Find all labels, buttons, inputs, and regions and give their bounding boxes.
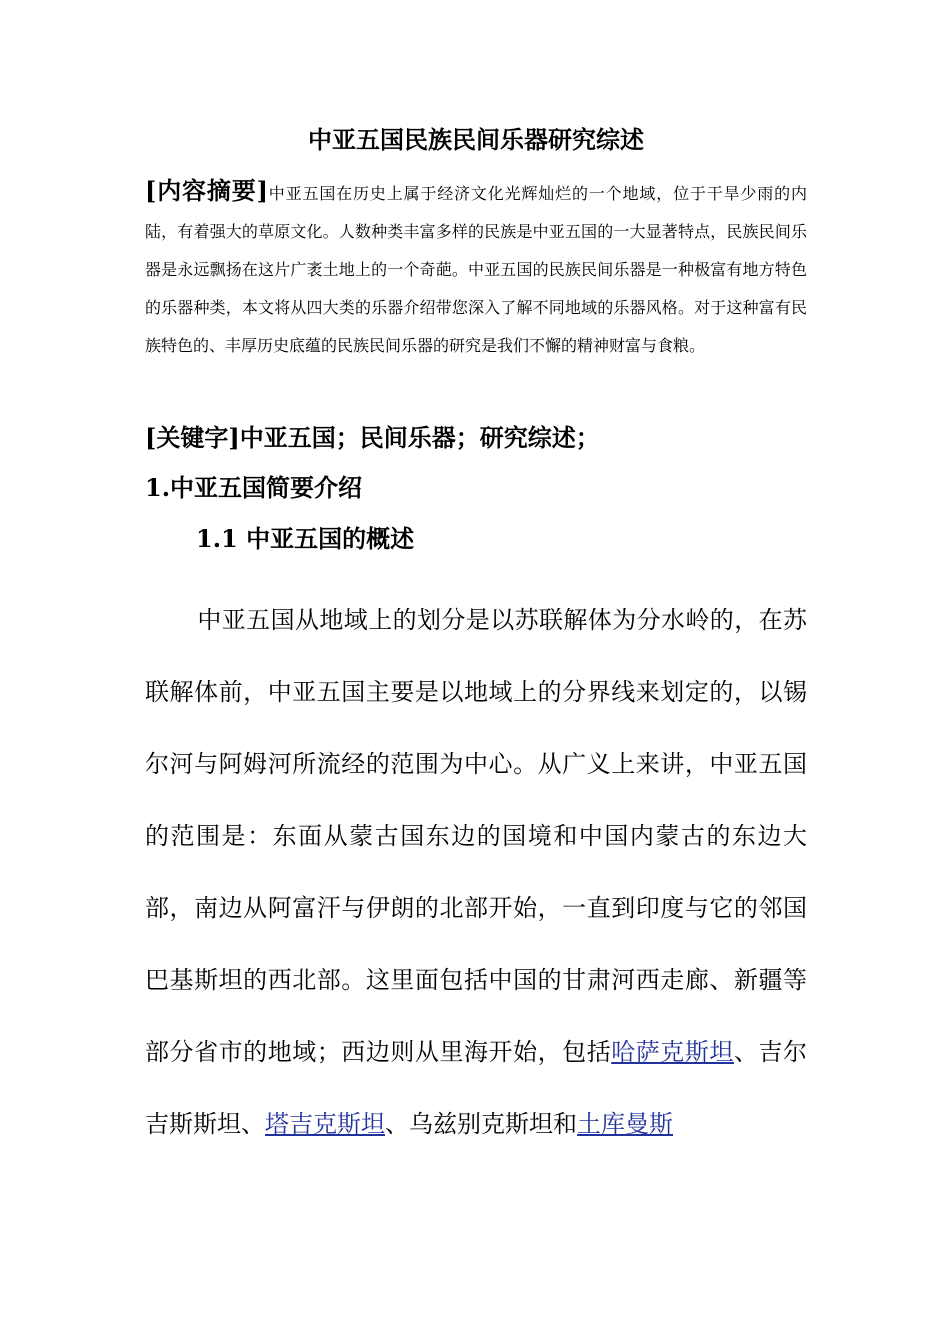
- abstract-paragraph: [145, 172, 807, 365]
- body-text-sep2: 、乌兹别克斯坦和: [385, 1110, 577, 1138]
- abstract-text: 中亚五国在历史上属于经济文化光辉灿烂的一个地域，位于干旱少雨的内陆，有着强大的草原文化。人数种类丰富多样的民族是中亚五国的一大显著特点，民族民间乐器是永远飘扬在这片广袤土地上的一个奇葩。中亚五国的民族民间乐器是一种极富有地方特色的乐器种类，本文将从四大类的乐器介绍带您深入了解不同地域的乐器风格。对于这种富有民族特色的、丰厚历史底蕴的民族民间乐器的研究是我们不懈的精神财富与食粮。: [145, 184, 807, 355]
- abstract-label: [内容摘要]: [145, 176, 268, 205]
- section-heading: 1.中亚五国简要介绍: [145, 473, 363, 502]
- document-title: 中亚五国民族民间乐器研究综述: [308, 125, 644, 154]
- link-turkmenistan[interactable]: 土库曼斯: [577, 1110, 673, 1138]
- body-paragraph: [145, 584, 807, 1160]
- keywords-line: [关键字]中亚五国；民间乐器；研究综述；: [145, 423, 600, 452]
- subsection-heading: 1.1 中亚五国的概述: [196, 524, 415, 553]
- link-kazakhstan[interactable]: 哈萨克斯坦: [611, 1038, 734, 1066]
- body-text-sep1: 、吉尔吉斯斯坦、: [145, 1038, 808, 1138]
- link-tajikistan[interactable]: 塔吉克斯坦: [265, 1110, 385, 1138]
- body-text: 中亚五国从地域上的划分是以苏联解体为分水岭的，在苏联解体前，中亚五国主要是以地域上的分界线来划定的，以锡尔河与阿姆河所流经的范围为中心。从广义上来讲，中亚五国的范围是：东面从蒙古国东边的国境和中国内蒙古的东边大部，南边从阿富汗与伊朗的北部开始，一直到印度与它的邻国巴基斯坦的西北部。这里面包括中国的甘肃河西走廊、新疆等部分省市的地域；西边则从里海开始，包括: [145, 606, 807, 1066]
